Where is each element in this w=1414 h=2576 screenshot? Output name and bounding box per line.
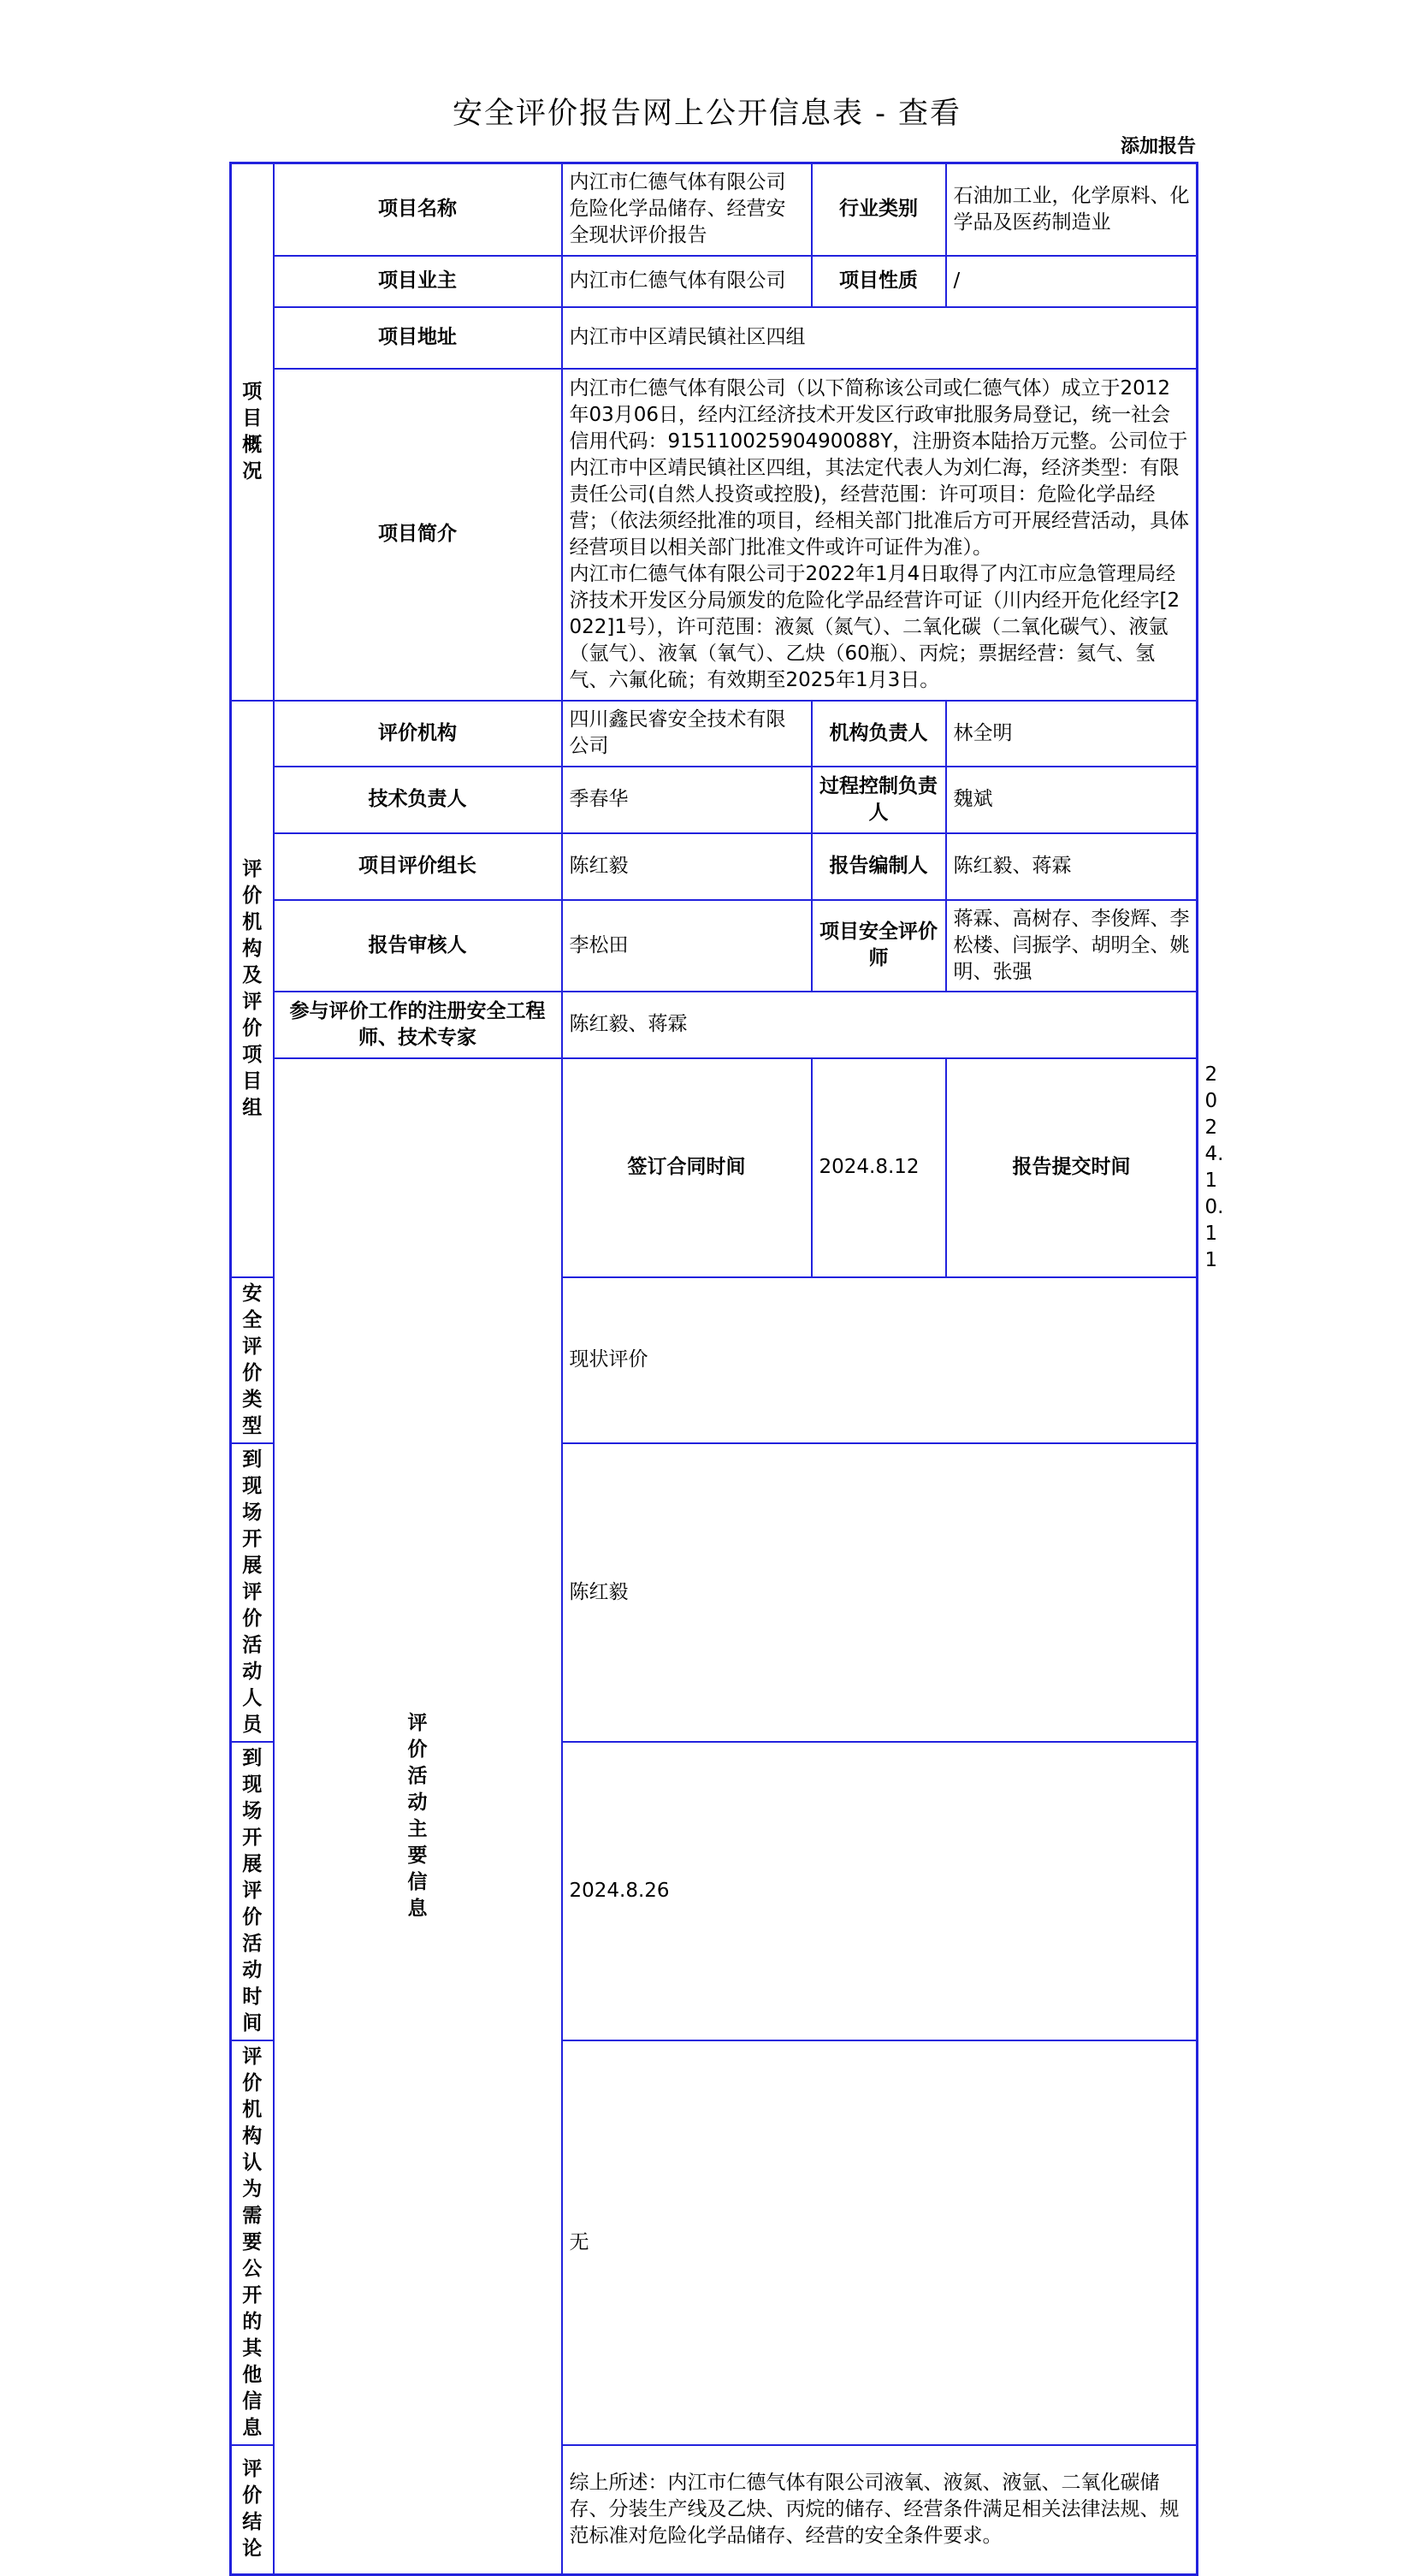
row-project-intro bbox=[231, 369, 1198, 701]
row-reviewer bbox=[231, 900, 1198, 992]
section-team-label: 评价机构及评价项目组 bbox=[242, 857, 263, 1119]
compiler-value: 陈红毅、蒋霖 bbox=[946, 833, 1198, 900]
experts-value: 陈红毅、蒋霖 bbox=[562, 992, 1198, 1058]
section-overview bbox=[231, 163, 274, 701]
row-dates: 评价活动主要信息 签订合同时间 2024.8.12 报告提交时间 2024.10.11 bbox=[231, 1058, 1198, 1277]
site-time-label: 到现场开展评价活动时间 bbox=[231, 1742, 274, 2040]
other-info-value: 无 bbox=[562, 2040, 1198, 2445]
site-people-label: 到现场开展评价活动人员 bbox=[231, 1443, 274, 1742]
intro-label: 项目简介 bbox=[274, 369, 562, 701]
conclusion-value: 综上所述：内江市仁德气体有限公司液氧、液氮、液氩、二氧化碳储存、分装生产线及乙炔、丙烷的储存、经营条件满足相关法律法规、规范标准对危险化学品储存、经营的安全条件要求。 bbox=[562, 2445, 1198, 2575]
industry-value: 石油加工业，化学原料、化学品及医药制造业 bbox=[946, 163, 1198, 256]
row-project-owner bbox=[231, 256, 1198, 307]
process-head-value: 魏斌 bbox=[946, 767, 1198, 833]
report-info-table bbox=[229, 162, 1224, 2576]
row-org bbox=[231, 701, 1198, 767]
org-head-label: 机构负责人 bbox=[812, 701, 946, 767]
page-title: 安全评价报告网上公开信息表 - 查看 bbox=[452, 97, 962, 131]
intro-paragraph-1: 内江市仁德气体有限公司（以下简称该公司或仁德气体）成立于2012年03月06日，经内江经济技术开发区行政审批服务局登记，统一社会信用代码：91511002590490088Y，注册资本陆拾万元整。公司位于内江市中区靖民镇社区四组，其法定代表人为刘仁海，经济类型：有限责任公司(自然人投资或控股)，经营范围：许可项目：危险化学品经营；（依法须经批准的项目，经相关部门批准后方可开展经营活动，具体经营项目以相关部门批准文件或许可证件为准）。 bbox=[569, 376, 1189, 559]
eval-type-label: 安全评价类型 bbox=[231, 1277, 274, 1443]
row-project-name bbox=[231, 163, 1198, 256]
owner-value: 内江市仁德气体有限公司 bbox=[562, 256, 812, 307]
org-label: 评价机构 bbox=[274, 701, 562, 767]
org-head-value: 林全明 bbox=[946, 701, 1198, 767]
leader-value: 陈红毅 bbox=[562, 833, 812, 900]
org-value: 四川鑫民睿安全技术有限公司 bbox=[562, 701, 812, 767]
conclusion-label: 评价结论 bbox=[231, 2445, 274, 2575]
project-name-label: 项目名称 bbox=[274, 163, 562, 256]
reviewer-label: 报告审核人 bbox=[274, 900, 562, 992]
section-activity bbox=[274, 1058, 562, 2575]
intro-value bbox=[562, 369, 1198, 701]
eval-type-value: 现状评价 bbox=[562, 1277, 1198, 1443]
row-experts bbox=[231, 992, 1198, 1058]
add-report-link[interactable]: 添加报告 bbox=[1120, 136, 1196, 157]
evaluators-value: 蒋霖、高树存、李俊辉、李松楼、闫振学、胡明全、姚明、张强 bbox=[946, 900, 1198, 992]
experts-label: 参与评价工作的注册安全工程师、技术专家 bbox=[274, 992, 562, 1058]
row-tech-head bbox=[231, 767, 1198, 833]
section-team bbox=[231, 701, 274, 1277]
address-value: 内江市中区靖民镇社区四组 bbox=[562, 307, 1198, 369]
tech-head-value: 季春华 bbox=[562, 767, 812, 833]
site-people-value: 陈红毅 bbox=[562, 1443, 1198, 1742]
row-leader bbox=[231, 833, 1198, 900]
evaluators-label: 项目安全评价师 bbox=[812, 900, 946, 992]
reviewer-value: 李松田 bbox=[562, 900, 812, 992]
submit-date-label: 报告提交时间 bbox=[946, 1058, 1198, 1277]
tech-head-label: 技术负责人 bbox=[274, 767, 562, 833]
address-label: 项目地址 bbox=[274, 307, 562, 369]
compiler-label: 报告编制人 bbox=[812, 833, 946, 900]
industry-label: 行业类别 bbox=[812, 163, 946, 256]
project-name-value: 内江市仁德气体有限公司危险化学品储存、经营安全现状评价报告 bbox=[562, 163, 812, 256]
process-head-label: 过程控制负责人 bbox=[812, 767, 946, 833]
nature-label: 项目性质 bbox=[812, 256, 946, 307]
contract-date-value: 2024.8.12 bbox=[812, 1058, 946, 1277]
other-info-label: 评价机构认为需要公开的其他信息 bbox=[231, 2040, 274, 2445]
site-time-value: 2024.8.26 bbox=[562, 1742, 1198, 2040]
section-activity-label: 评价活动主要信息 bbox=[407, 1711, 428, 1920]
owner-label: 项目业主 bbox=[274, 256, 562, 307]
contract-date-label: 签订合同时间 bbox=[562, 1058, 812, 1277]
intro-paragraph-2: 内江市仁德气体有限公司于2022年1月4日取得了内江市应急管理局经济技术开发区分局颁发的危险化学品经营许可证（川内经开危化经字[2022]1号），许可范围：液氮（氮气）、二氧化碳（二氧化碳气）、液氩（氩气）、液氧（氧气）、乙炔（60瓶）、丙烷；票据经营：氦气、氢气、六氟化硫；有效期至2025年1月3日。 bbox=[569, 562, 1180, 691]
leader-label: 项目评价组长 bbox=[274, 833, 562, 900]
nature-value: / bbox=[946, 256, 1198, 307]
row-project-address bbox=[231, 307, 1198, 369]
section-overview-label: 项目概况 bbox=[242, 380, 263, 483]
